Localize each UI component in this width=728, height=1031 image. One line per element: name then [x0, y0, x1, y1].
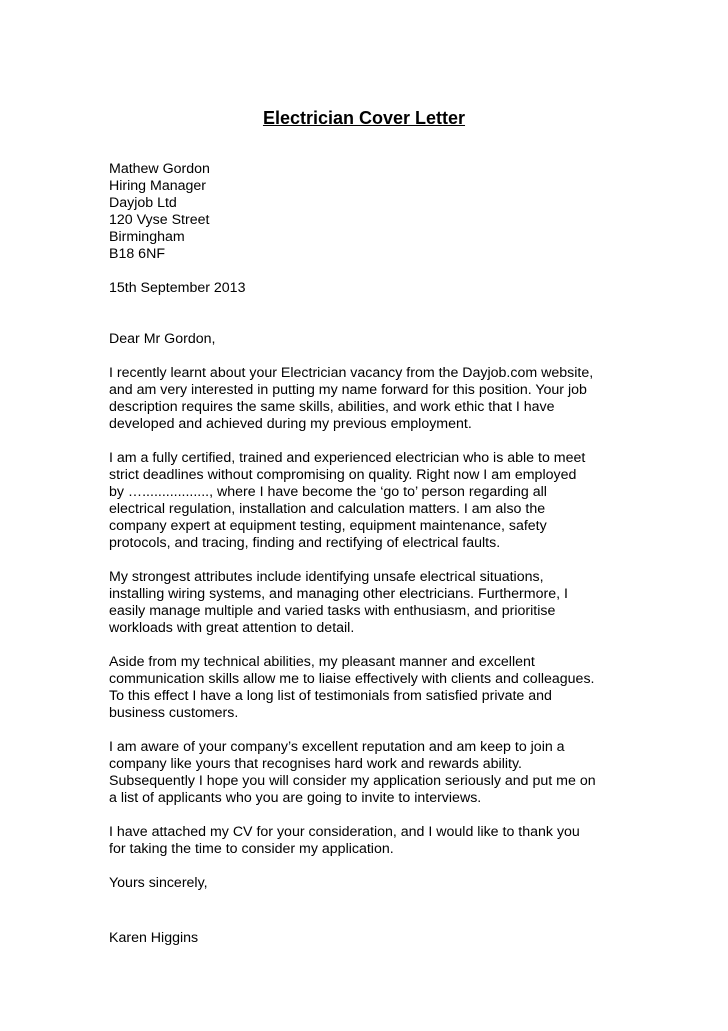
- recipient-city: Birmingham: [109, 229, 185, 245]
- paragraph-1: [109, 365, 629, 433]
- recipient-address: [109, 161, 629, 263]
- recipient-name: Mathew Gordon: [109, 161, 210, 177]
- salutation: Dear Mr Gordon,: [109, 331, 216, 347]
- paragraph-line: To this effect I have a long list of testimonials from satisfied private and: [109, 688, 552, 704]
- recipient-role: Hiring Manager: [109, 178, 206, 194]
- paragraph-6: [109, 824, 629, 858]
- paragraph-2: [109, 450, 629, 552]
- paragraph-line: Aside from my technical abilities, my pleasant manner and excellent: [109, 654, 535, 670]
- paragraph-line: by …................., where I have become the ‘go to’ person regarding all: [109, 484, 547, 500]
- paragraph-line: I am aware of your company’s excellent reputation and am keep to join a: [109, 739, 565, 755]
- letter-body: [109, 161, 629, 947]
- paragraph-5: [109, 739, 629, 807]
- paragraph-line: company expert at equipment testing, equipment maintenance, safety: [109, 518, 547, 534]
- paragraph-line: I have attached my CV for your consideration, and I would like to thank you: [109, 824, 580, 840]
- paragraph-3: [109, 569, 629, 637]
- closing: Yours sincerely,: [109, 875, 208, 891]
- recipient-street: 120 Vyse Street: [109, 212, 210, 228]
- paragraph-line: strict deadlines without compromising on quality. Right now I am employed: [109, 467, 577, 483]
- paragraph-line: communication skills allow me to liaise effectively with clients and colleagues.: [109, 671, 595, 687]
- paragraph-line: company like yours that recognises hard work and rewards ability.: [109, 756, 522, 772]
- paragraph-line: I am a fully certified, trained and experienced electrician who is able to meet: [109, 450, 586, 466]
- letter-date: 15th September 2013: [109, 280, 246, 296]
- paragraph-line: a list of applicants who you are going to invite to interviews.: [109, 790, 482, 806]
- paragraph-line: My strongest attributes include identifying unsafe electrical situations,: [109, 569, 544, 585]
- recipient-postcode: B18 6NF: [109, 246, 165, 262]
- paragraph-line: and am very interested in putting my name forward for this position. Your job: [109, 382, 587, 398]
- paragraph-line: electrical regulation, installation and calculation matters. I am also the: [109, 501, 546, 517]
- paragraph-line: installing wiring systems, and managing other electricians. Furthermore, I: [109, 586, 568, 602]
- paragraph-line: for taking the time to consider my application.: [109, 841, 394, 857]
- page-title: Electrician Cover Letter: [262, 108, 466, 128]
- paragraph-line: easily manage multiple and varied tasks with enthusiasm, and prioritise: [109, 603, 556, 619]
- paragraph-line: developed and achieved during my previous employment.: [109, 416, 472, 432]
- paragraph-4: [109, 654, 629, 722]
- paragraph-line: description requires the same skills, abilities, and work ethic that I have: [109, 399, 555, 415]
- signature-name: Karen Higgins: [109, 930, 199, 946]
- paragraph-line: business customers.: [109, 705, 239, 721]
- paragraph-line: Subsequently I hope you will consider my application seriously and put me on: [109, 773, 596, 789]
- paragraph-line: I recently learnt about your Electrician vacancy from the Dayjob.com website,: [109, 365, 594, 381]
- paragraph-line: workloads with great attention to detail.: [109, 620, 355, 636]
- recipient-company: Dayjob Ltd: [109, 195, 177, 211]
- paragraph-line: protocols, and tracing, finding and rectifying of electrical faults.: [109, 535, 501, 551]
